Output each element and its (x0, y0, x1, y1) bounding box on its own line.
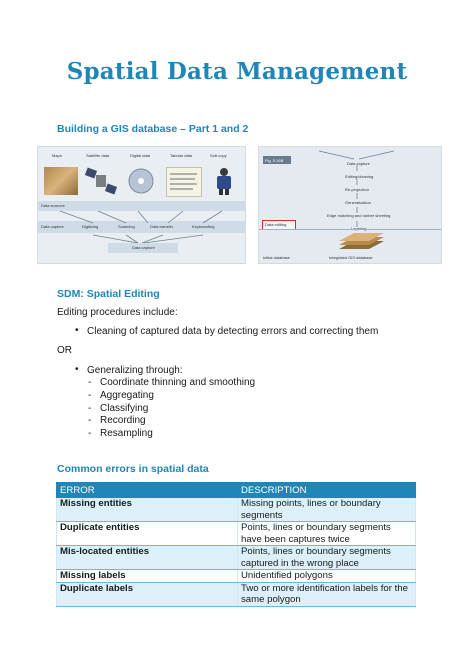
error-name: Missing entities (57, 498, 238, 522)
table-header-row (57, 483, 416, 498)
satellite-image (84, 167, 118, 195)
dash-icon: - (88, 403, 92, 414)
fig2-highlight-label: Data editing (265, 222, 287, 227)
fig1-source-label: Soft copy (210, 153, 227, 158)
section-heading-gis-database: Building a GIS database – Part 1 and 2 (57, 123, 249, 135)
fig1-source-label: Digital data (130, 153, 151, 158)
bullet-icon: • (75, 325, 79, 336)
error-description: Unidentified polygons (238, 570, 416, 583)
fig1-band2-label: Data capture (41, 224, 64, 229)
figure-data-sources-capture (37, 146, 246, 264)
bullet-generalizing: Generalizing through: (87, 365, 183, 376)
column-header-description: DESCRIPTION (238, 483, 416, 498)
dash-icon: - (88, 377, 92, 388)
sub-item: Classifying (100, 403, 149, 414)
cd-disc-image (124, 167, 158, 195)
fig2-divider (259, 229, 441, 230)
error-name: Duplicate entities (57, 522, 238, 546)
table-row (57, 570, 416, 583)
tabular-data-image (166, 167, 202, 197)
bullet-cleaning: Cleaning of captured data by detecting errors and correcting them (87, 326, 379, 337)
map-image (44, 167, 78, 195)
table-row (57, 498, 416, 522)
error-name: Mis-located entities (57, 546, 238, 570)
fig1-output-label: Data capture (132, 245, 155, 250)
fig2-right-label: Integrated GIS database (329, 255, 373, 260)
error-name: Duplicate labels (57, 582, 238, 606)
error-description: Two or more identification labels for the same polygon (238, 582, 416, 606)
fig1-source-label: Tabular data (170, 153, 193, 158)
fig2-step: Generalization (345, 200, 371, 205)
error-description: Points, lines or boundary segments have been captures twice (238, 522, 416, 546)
table-row (57, 522, 416, 546)
dash-icon: - (88, 390, 92, 401)
sub-item: Coordinate thinning and smoothing (100, 377, 256, 388)
fig1-method-label: Keyboarding (192, 224, 215, 229)
table-row (57, 582, 416, 606)
fig1-source-label: Satellite data (86, 153, 110, 158)
fig2-tag: Fig. 5.16B (265, 158, 284, 163)
section-heading-spatial-editing: SDM: Spatial Editing (57, 288, 160, 300)
sub-item: Recording (100, 415, 146, 426)
bullet-icon: • (75, 364, 79, 375)
fig2-step: Data capture (347, 161, 370, 166)
layered-map-stack-image (329, 233, 389, 255)
fig2-step: Edge matching and rubber sheeting (327, 213, 391, 218)
fig1-arrows (38, 207, 245, 247)
fig2-step: Editing/cleaning (345, 174, 374, 179)
error-description: Points, lines or boundary segments captured in the wrong place (238, 546, 416, 570)
page-title: Spatial Data Management (66, 58, 408, 85)
dash-icon: - (88, 415, 92, 426)
sub-item: Resampling (100, 428, 153, 439)
or-text: OR (57, 345, 72, 356)
fig2-left-label: Initial database (263, 255, 290, 260)
fig1-method-label: Digitizing (82, 224, 99, 229)
sub-item: Aggregating (100, 390, 154, 401)
figure-data-editing-flow (258, 146, 442, 264)
table-row (57, 546, 416, 570)
fig1-method-label: Scanning (118, 224, 135, 229)
fig1-band1-label: Data sources (41, 203, 65, 208)
fig1-source-label: Maps (52, 153, 62, 158)
column-header-error: ERROR (57, 483, 238, 498)
fig2-step: Re-projection (345, 187, 369, 192)
error-description: Missing points, lines or boundary segments (238, 498, 416, 522)
fig1-method-label: Data transfer (150, 224, 174, 229)
editing-intro: Editing procedures include: (57, 307, 178, 318)
error-name: Missing labels (57, 570, 238, 583)
errors-table (56, 482, 416, 607)
person-image (204, 167, 238, 195)
section-heading-common-errors: Common errors in spatial data (57, 463, 209, 475)
dash-icon: - (88, 428, 92, 439)
